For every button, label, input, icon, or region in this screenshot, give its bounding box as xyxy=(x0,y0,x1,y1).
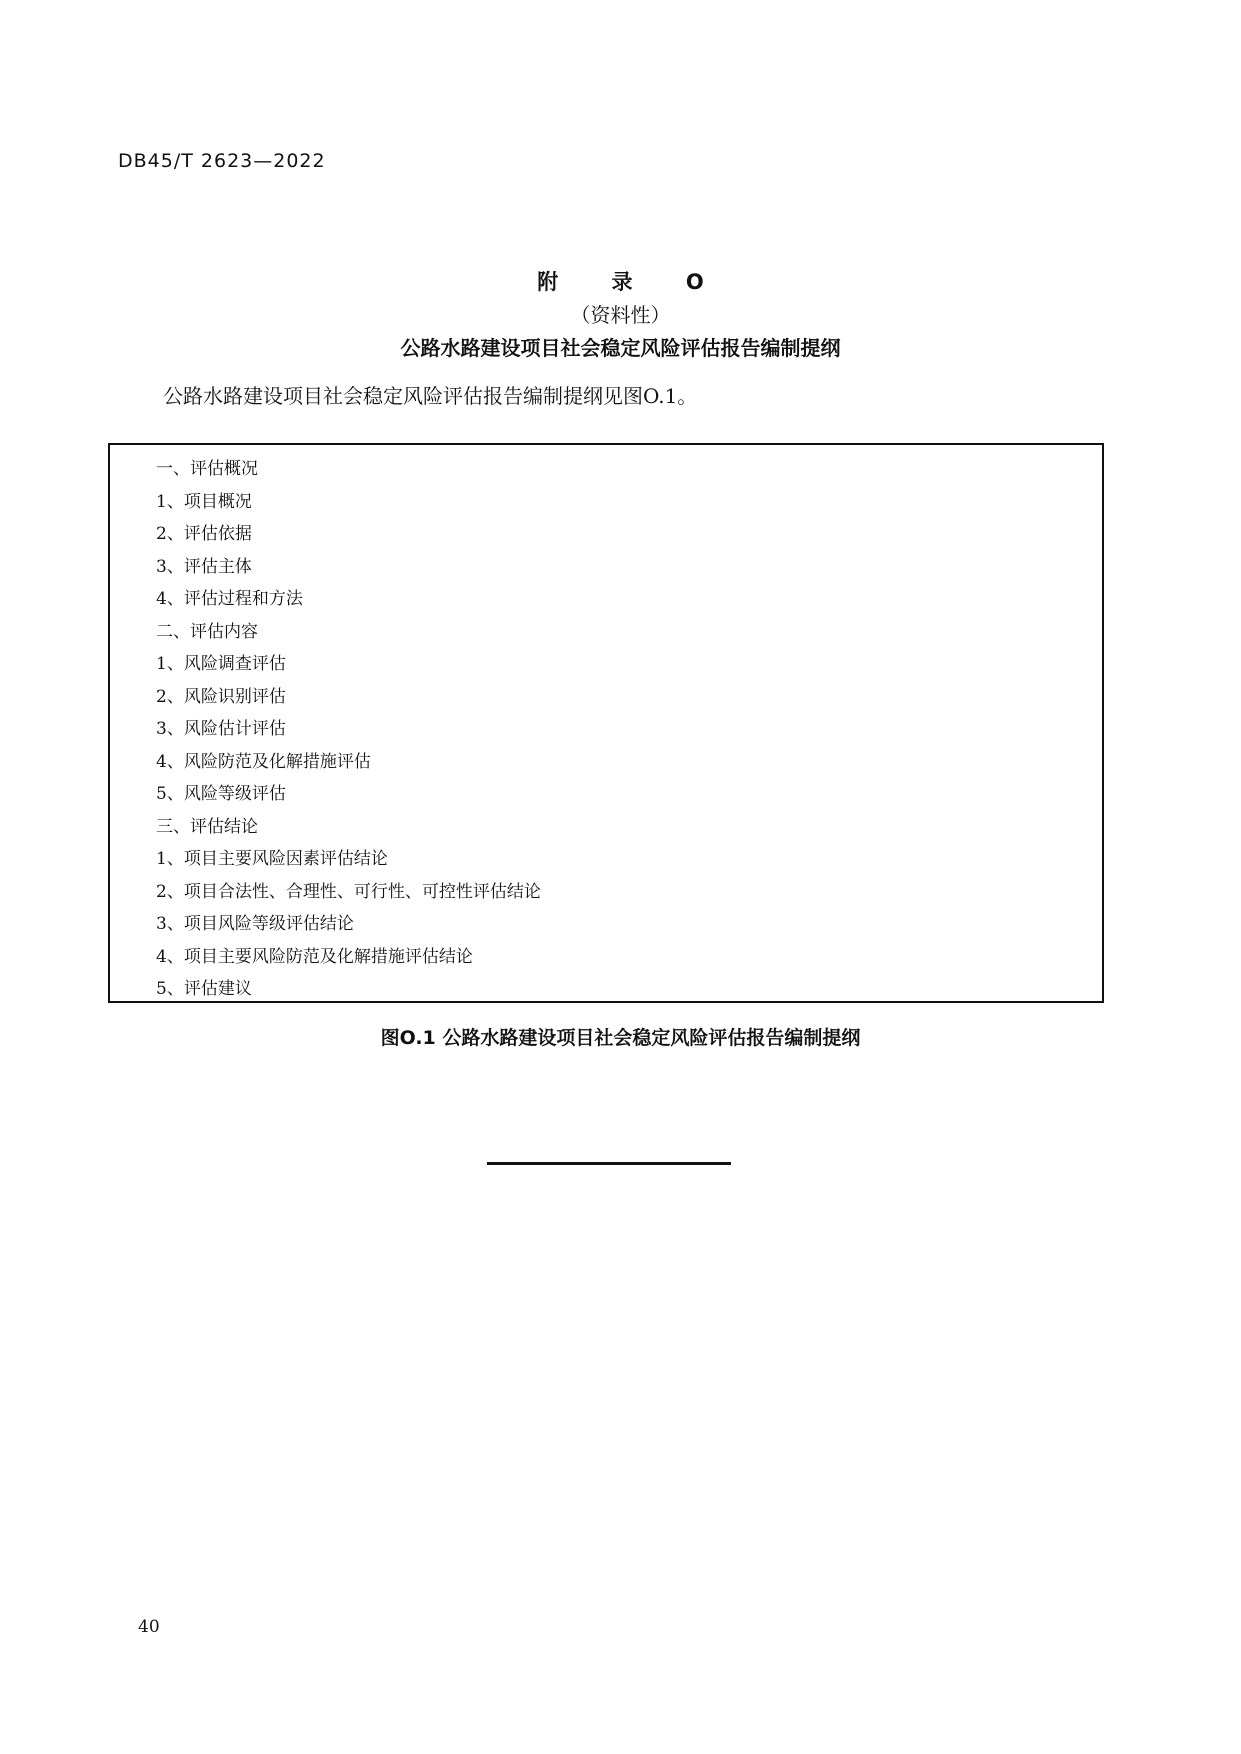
outline-item: 4、项目主要风险防范及化解措施评估结论 xyxy=(156,946,473,967)
outline-item: 2、风险识别评估 xyxy=(156,686,286,707)
figure-caption: 图O.1 公路水路建设项目社会稳定风险评估报告编制提纲 xyxy=(380,1027,861,1049)
appendix-nature: （资料性） xyxy=(570,303,671,327)
document-code: DB45/T 2623—2022 xyxy=(118,150,326,172)
outline-box xyxy=(108,443,1104,1003)
appendix-heading: 公路水路建设项目社会稳定风险评估报告编制提纲 xyxy=(400,336,841,360)
outline-item: 三、评估结论 xyxy=(156,816,258,837)
page-number: 40 xyxy=(138,1617,160,1637)
outline-item: 4、风险防范及化解措施评估 xyxy=(156,751,371,772)
outline-item: 5、风险等级评估 xyxy=(156,784,286,804)
outline-item: 4、评估过程和方法 xyxy=(156,589,303,609)
outline-item: 2、项目合法性、合理性、可行性、可控性评估结论 xyxy=(156,881,541,902)
outline-item: 2、评估依据 xyxy=(156,524,252,544)
outline-list xyxy=(110,445,1102,1006)
outline-item: 二、评估内容 xyxy=(156,621,258,642)
outline-item: 一、评估概况 xyxy=(156,459,258,479)
outline-item: 5、评估建议 xyxy=(156,979,252,999)
outline-item: 3、项目风险等级评估结论 xyxy=(156,914,354,934)
outline-item: 1、项目主要风险因素评估结论 xyxy=(156,849,388,869)
appendix-title: 附 录 O xyxy=(537,270,718,294)
intro-paragraph: 公路水路建设项目社会稳定风险评估报告编制提纲见图O.1。 xyxy=(163,384,698,408)
end-rule xyxy=(487,1162,731,1165)
outline-item: 1、项目概况 xyxy=(156,491,252,512)
outline-item: 3、风险估计评估 xyxy=(156,719,286,739)
outline-item: 3、评估主体 xyxy=(156,556,252,577)
outline-item: 1、风险调查评估 xyxy=(156,654,286,674)
